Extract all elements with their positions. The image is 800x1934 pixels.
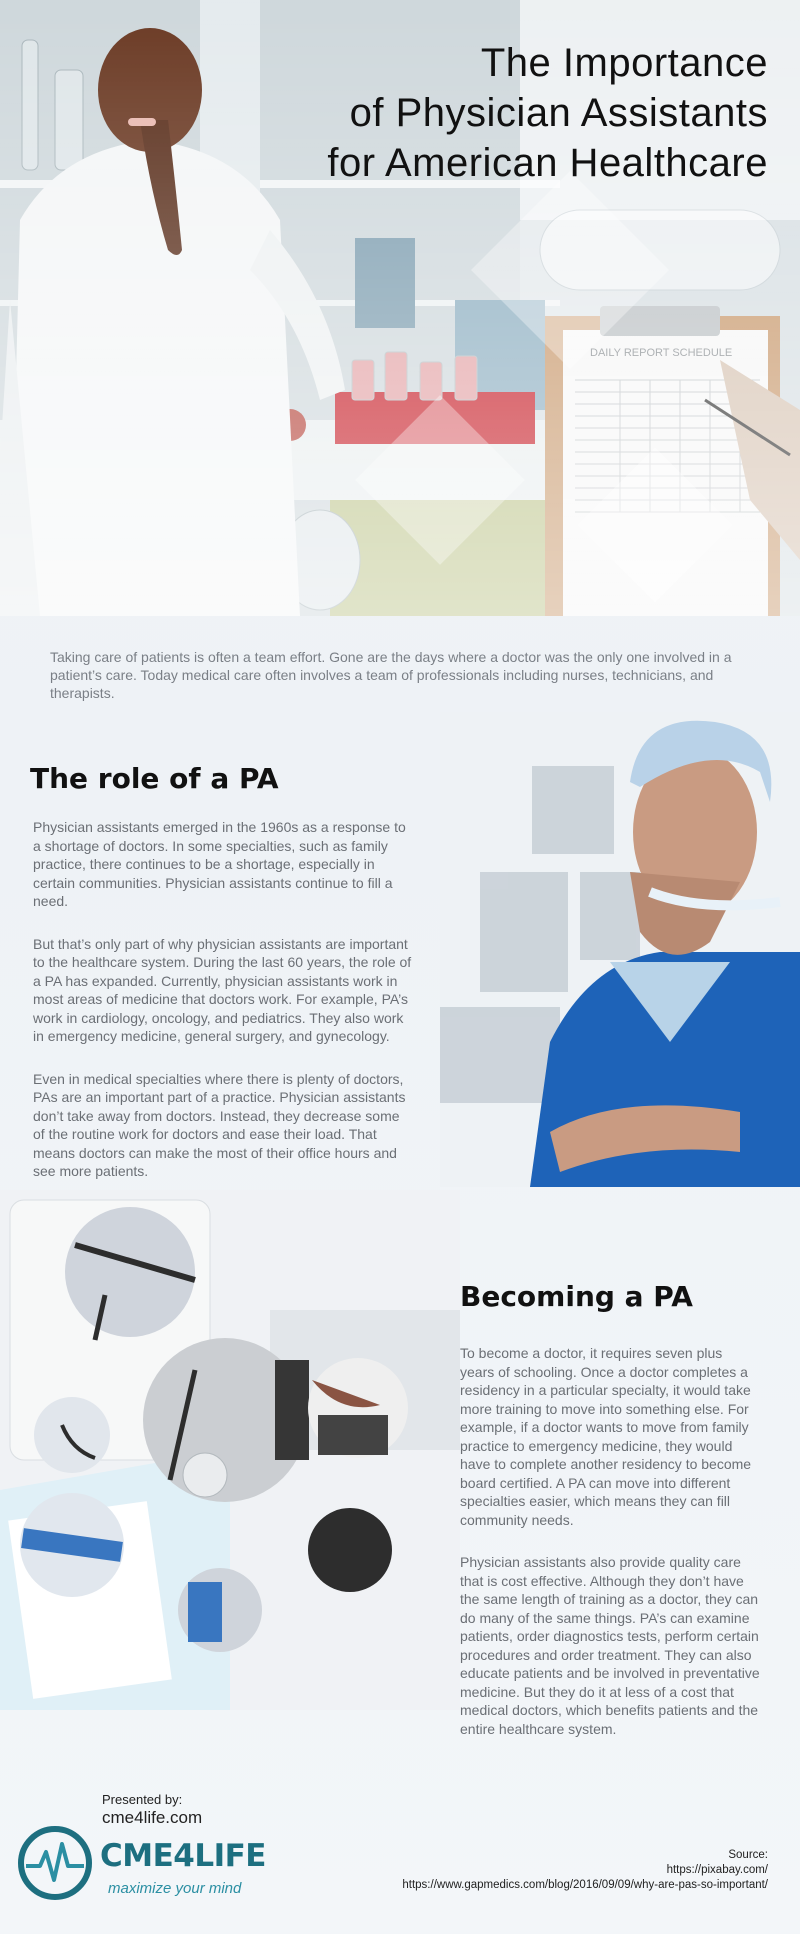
sponsor-site: cme4life.com [102, 1808, 203, 1827]
becoming-heading: Becoming a PA [460, 1280, 693, 1313]
role-body [33, 818, 413, 1205]
title-line: The Importance [480, 41, 768, 85]
logo-wordmark: CME4LIFE [100, 1838, 266, 1874]
presented-by-label: Presented by: [102, 1792, 183, 1807]
doctor-photo [440, 712, 800, 1187]
source-label: Source: [728, 1849, 768, 1861]
role-heading: The role of a PA [30, 762, 279, 795]
role-paragraph: But that’s only part of why physician assistants are important to the healthcare system. During the last 60 years, the role of a PA has expanded. Currently, physician assistants work in most areas of medicine that doctors work. For example, PA’s work in cardiology, oncology, and pediatrics. They also work in emergency medicine, general surgery, and gynecology. [33, 935, 412, 1044]
intro-text: Taking care of patients is often a team effort. Gone are the days where a doctor was the only one involved in a patient’s care. Today medical care often involves a team of professionals including nurses, technicians, and therapists. [50, 649, 732, 701]
role-paragraph: Physician assistants emerged in the 1960s as a response to a shortage of doctors. In some specialties, such as family practice, there continues to be a shortage, especially in certain communities. Physician assistants continue to fill a need. [33, 819, 406, 909]
heartbeat-icon [21, 1829, 89, 1897]
title-line: for American Healthcare [327, 141, 768, 185]
becoming-paragraph: Physician assistants also provide quality care that is cost effective. Although they don’t have the same length of training as a doctor, they can do many of the same things. PA’s can examine patients, order diagnostics tests, perform certain procedures and order treatment. They can also educate patients and be involved in preventative medicine. But they do it at less of a cost that medical doctors, which benefits patients and the entire healthcare system. [460, 1554, 760, 1737]
role-paragraph: Even in medical specialties where there is plenty of doctors, PAs are an important part of a practice. Physician assistants don’t take away from doctors. Instead, they decrease some of the routine work for doctors and ease their load. That means doctors can make the most of their office hours and see more patients. [33, 1070, 406, 1179]
becoming-body [460, 1344, 760, 1762]
page-title [327, 38, 768, 188]
desk-collage [0, 1190, 460, 1710]
title-line: of Physician Assistants [349, 91, 768, 135]
hero-banner [0, 0, 800, 616]
logo-tagline: maximize your mind [108, 1880, 242, 1897]
becoming-paragraph: To become a doctor, it requires seven plus years of schooling. Once a doctor completes a residency in a particular specialty, it would take more training to move into something else. For example, if a doctor wants to move from family practice to emergency medicine, they would have to complete another residency to become board certified. A PA can move into different specialties easier, which means they can fill community needs. [460, 1345, 752, 1528]
source-link[interactable]: https://www.gapmedics.com/blog/2016/09/09/why-are-pas-so-important/ [402, 1879, 768, 1891]
source-link[interactable]: https://pixabay.com/ [666, 1864, 768, 1876]
source-block [402, 1848, 768, 1893]
